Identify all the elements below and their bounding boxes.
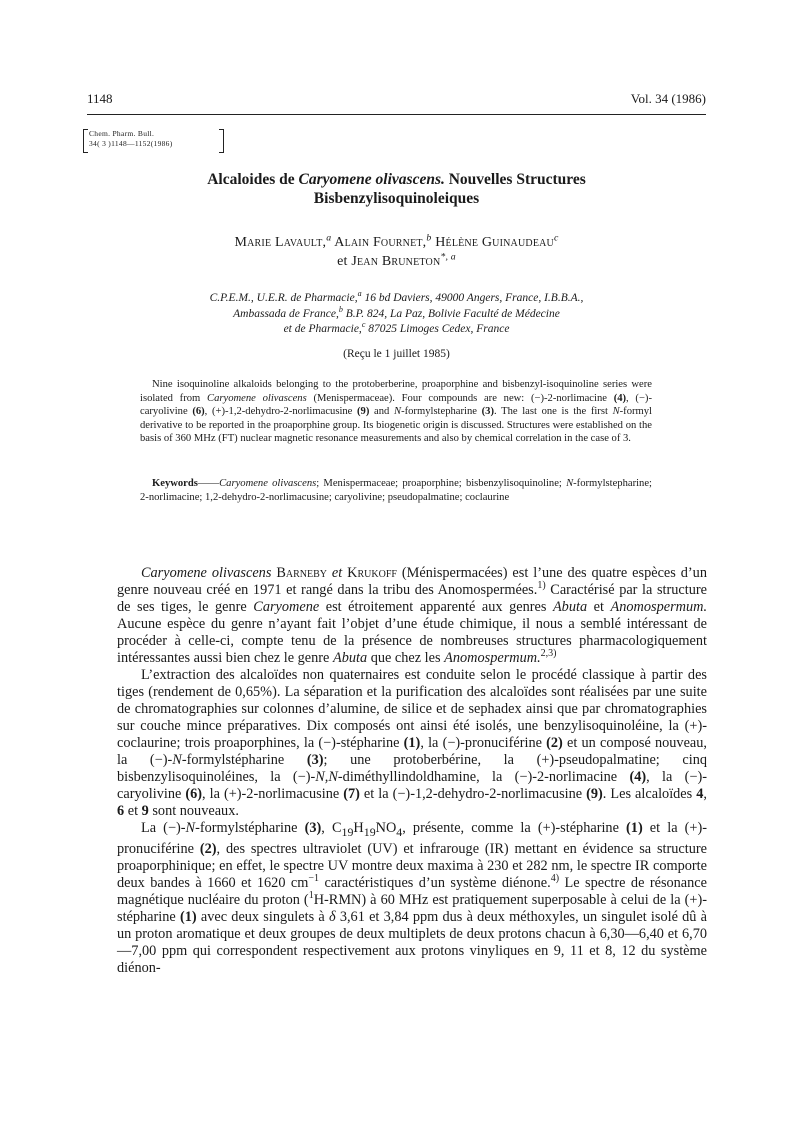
author-3: Hélène Guinaudeau — [431, 235, 554, 250]
citation-bracket-left — [83, 129, 88, 153]
received-date: (Reçu le 1 juillet 1985) — [343, 348, 450, 360]
page-number: 1148 — [87, 91, 113, 106]
volume-label: Vol. 34 (1986) — [630, 91, 706, 106]
main-text — [117, 565, 707, 977]
title-line-2: Bisbenzylisoquinoleiques — [313, 190, 480, 207]
abstract: Nine isoquinoline alkaloids belonging to the protoberberine, proaporphine and bisbenzyl-isoquinoline series were isolated from Caryomene olivascens (Menispermaceae). Four compounds are new: (−)-2-norlimacine (4), (−)-caryolivine (6), (+)-1,2-dehydro-2-norlimacusine (9) and N-formylstepharine (3). The last one is the first N-formyl derivative to be reported in the proaporphine group. Its biogenetic origin is discussed. Structures were established on the basis of 360 MHz (FT) nuclear magnetic resonance measurements and also by chemical correlation in the case of 3. — [140, 379, 653, 444]
author-2: Alain Fournet, — [331, 235, 427, 250]
affiliations: C.P.E.M., U.E.R. de Pharmacie,$^a$ 16 bd Daviers, 49000 Angers, France, I.B.B.A., Ambassada de France,$^b$ B.P. 824, La Paz, Bolivie Faculté de Médecine et de Pharmacie,$^c$ 87025 Limoges Cedex, France — [209, 289, 584, 335]
author-4: Jean Bruneton — [351, 254, 441, 269]
paragraph-formylstepharine: La (−)-N-formylstépharine (3), $C_{19}H_{19}NO_4$, présente, comme la (+)-stépharine (1) et la (+)-pronuciférine (2), des spectres ultraviolet (UV) et infrarouge (IR) mettant en évidence sa structure proaporphinique; en effet, le spectre UV montre deux maxima à 230 et 282 nm, le spectre IR comporte deux bandes à 1660 et 1620 $cm^{-1}$ caractéristiques d’un système diénone.$^{4)}$ Le spectre de résonance magnétique nucléaire du proton ($^1$H-RMN) à 60 MHz est pratiquement superposable à celui de la (+)-stépharine (1) avec deux singulets à δ 3,61 et 3,84 ppm dus à deux méthoxyles, un singulet isolé dû à un proton aromatique et deux groupes de deux multiplets de deux protons chacun à 6,30—6,40 et 6,70—7,00 ppm qui correspondent respectivement aux protons vinyliques en 9, 11 et 8, 12 du système diénon- — [117, 820, 708, 976]
article-title: Alcaloides de Caryomene olivascens. Nouvelles Structures Bisbenzylisoquinoleiques — [87, 170, 706, 208]
header-rule — [87, 114, 706, 115]
citation-journal: Chem. Pharm. Bull. — [89, 129, 155, 138]
author-list: Marie Lavault,$^a$ Alain Fournet,$^b$ Hélène Guinaudeau$^c$ et Jean Bruneton$^{*, a}$ — [234, 232, 559, 269]
journal-citation — [87, 129, 173, 149]
paragraph-extraction: L’extraction des alcaloïdes non quaternaires est conduite selon le procédé classique à partir des tiges (rendement de 0,65%). La séparation et la purification des alcaloïdes sont réalisées par une suite de chromatographies sur colonnes d’alumine, de silice et de sephadex ainsi que par chromatographies sur couche mince préparatives. Dix composés ont ainsi été isolés, une benzylisoquinoléine, la (+)-coclaurine; trois proaporphines, la (−)-stépharine (1), la (−)-pronuciférine (2) et un composé nouveau, la (−)-N-formylstépharine (3); une protoberbérine, la (+)-pseudopalmatine; cinq bisbenzylisoquinoléines, la (−)-N,N-diméthyllindoldhamine, la (−)-2-norlimacine (4), la (−)-caryolivine (6), la (+)-2-norlimacusine (7) et la (−)-1,2-dehydro-2-norlimacusine (9). Les alcaloïdes 4, 6 et 9 sont nouveaux. — [117, 667, 708, 819]
citation-volume-pages: 34( 3 )1148—1152(1986) — [89, 139, 173, 148]
running-header — [87, 91, 706, 111]
author-1: Marie Lavault, — [234, 235, 327, 250]
paragraph-intro: Caryomene olivascens Barneby et Krukoff (Ménispermacées) est l’une des quatre espèces d’un genre nouveau créé en 1971 et rangé dans la tribu des Anomospermées.$^{1)}$ Caractérisé par la structure de ses tiges, le genre Caryomene est étroitement apparenté aux genres Abuta et Anomospermum. Aucune espèce du genre n’ayant fait l’objet d’une étude chimique, il nous a semblé intéressant de procéder à celle-ci, compte tenu de la présence de nombreuses structures pharmacologiquement intéressantes aussi bien chez le genre Abuta que chez les Anomospermum.$^{2,3)}$ — [117, 565, 708, 666]
keywords: Keywords——Caryomene olivascens; Menispermaceae; proaporphine; bisbenzylisoquinoline; N-formylstepharine; 2-norlimacine; 1,2-dehydro-2-norlimacusine; caryolivine; pseudopalmatine; coclaurine — [140, 478, 652, 503]
citation-bracket-right — [219, 129, 224, 153]
keywords-label: Keywords — [152, 478, 198, 489]
title-species: Caryomene olivascens. — [298, 171, 445, 188]
